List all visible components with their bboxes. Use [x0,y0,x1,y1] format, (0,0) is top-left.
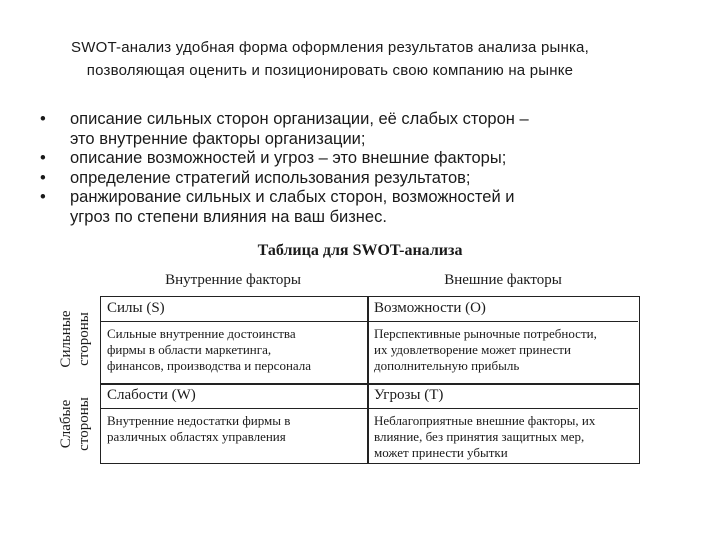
cell-text-line: дополнительную прибыль [374,358,520,373]
cell-title: Возможности (O) [368,297,638,322]
cell-text [101,409,367,449]
bullet-item [40,149,600,169]
cell-text [101,322,367,378]
row-label-line: стороны [76,396,92,451]
cell-text-line: различных областях управления [107,429,286,444]
cell-weaknesses [101,384,367,462]
cell-text-line: Внутренние недостатки фирмы в [107,413,291,428]
cell-opportunities [368,297,638,383]
cell-text-line: финансов, производства и персонала [107,358,312,373]
row-label-line: Слабые [58,399,74,448]
row-label-strong [50,296,100,382]
bullet-dot: • [40,168,46,187]
cell-title: Слабости (W) [101,384,367,409]
bullet-dot: • [40,110,46,128]
cell-strengths [101,297,367,383]
bullet-item [40,169,600,189]
row-label-line: Сильные [58,310,74,368]
bullet-text-line: описание сильных сторон организации, её слабых сторон – [70,110,529,128]
cell-text [368,322,638,378]
cell-text-line: влияние, без принятия защитных мер, [374,429,585,444]
row-label-line: стороны [76,312,92,366]
cell-text-line: фирмы в области маркетинга, [107,342,272,357]
cell-threats [368,384,638,462]
bullet-item [40,188,600,227]
page-heading [30,36,630,82]
bullet-text-line: определение стратегий использования результатов; [70,168,471,187]
bullet-list [40,110,600,227]
column-header-internal: Внутренние факторы [165,272,301,288]
bullet-text-line: это внутренние факторы организации; [70,129,366,148]
bullet-dot: • [40,188,46,206]
cell-text-line: Неблагоприятные внешние факторы, их [374,413,596,428]
cell-text-line: их удовлетворение может принести [374,342,571,357]
heading-line-1: SWOT-анализ удобная форма оформления результатов анализа рынка, [71,39,589,56]
cell-title: Угрозы (T) [368,384,638,409]
bullet-dot: • [40,149,46,167]
bullet-text-line: описание возможностей и угроз – это внешние факторы; [70,149,507,167]
bullet-text-line: ранжирование сильных и слабых сторон, возможностей и [70,188,515,206]
heading-line-2: позволяющая оценить и позиционировать свою компанию на рынке [86,62,574,79]
cell-text-line: может принести убытки [374,445,508,460]
cell-text-line: Перспективные рыночные потребности, [374,326,597,341]
cell-text [368,409,638,465]
bullet-text-line: угроз по степени влияния на ваш бизнес. [70,207,387,226]
column-header-external: Внешние факторы [444,272,562,288]
table-title: Таблица для SWOT-анализа [257,242,463,259]
cell-text-line: Сильные внутренние достоинства [107,326,296,341]
row-label-weak [50,383,100,464]
bullet-item [40,110,600,149]
cell-title: Силы (S) [101,297,367,322]
swot-table [100,296,640,464]
